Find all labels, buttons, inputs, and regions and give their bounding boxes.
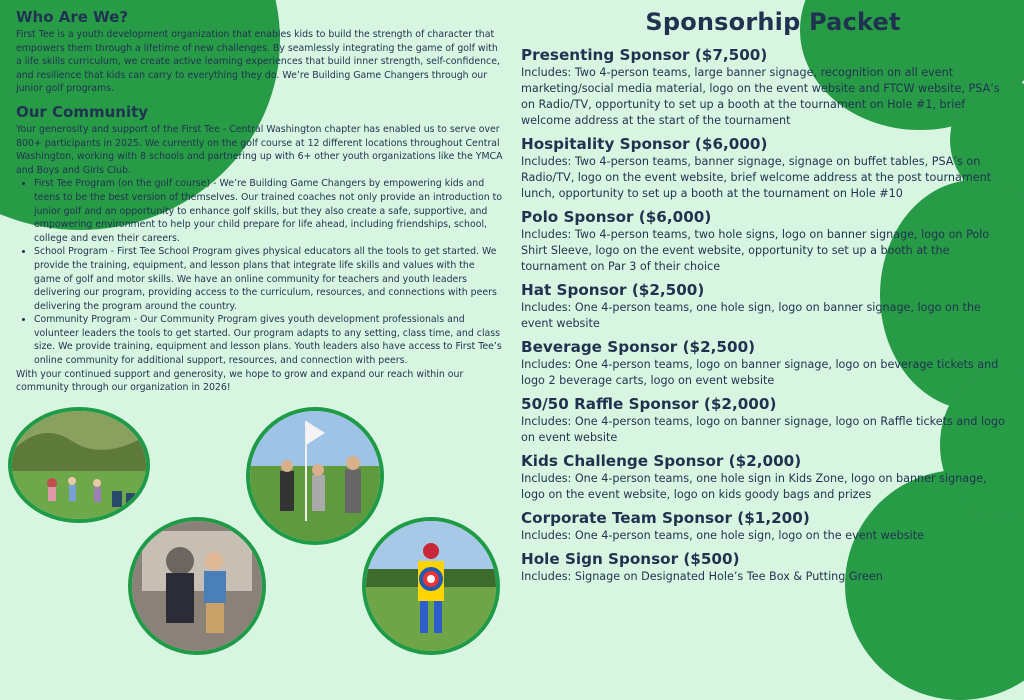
photo-mascot-and-man	[128, 517, 266, 655]
program-item-first-tee: • First Tee Program (on the golf course) - We’re Building Game Changers by empowering kids and teens to be the best version of themselves. Our trained coaches not only provide an introduction to junior golf and an opportunity to enhance golf skills, but they also create a safe, supportive, and empowering environment to help your child prepare for life ahead, including friendships, school, college and even their careers.	[34, 177, 504, 245]
program-item-community: • Community Program - Our Community Program gives youth development professionals and volunteer leaders the tools to get started. Our program adapts to any setting, class time, and class size. We provide training, equipment and lesson plans. Youth leaders also have access to First Tee’s online community for additional support, resources, and connection with peers.	[34, 313, 504, 367]
tier-hat	[521, 281, 1011, 332]
sponsorship-column	[521, 8, 1011, 591]
program-item-school: • School Program - First Tee School Program gives physical educators all the tools to get started. We provide the training, equipment, and lesson plans that integrate life skills and values with the game of golf and motor skills. We have an online community for teachers and youth leaders delivering our program, providing access to the curriculum, resources, and connections with peers delivering the program around the country.	[34, 245, 504, 313]
tier-hospitality	[521, 135, 1011, 202]
who-are-we-heading: Who Are We?	[16, 8, 129, 26]
tier-polo	[521, 208, 1011, 275]
tier-name: Polo Sponsor ($6,000)	[521, 208, 712, 226]
tier-description: Includes: Signage on Designated Hole’s Tee Box & Putting Green	[521, 570, 883, 583]
tier-hole-sign	[521, 550, 1011, 585]
tier-name: Presenting Sponsor ($7,500)	[521, 46, 768, 64]
tier-description: Includes: One 4-person teams, logo on banner signage, logo on beverage tickets and logo 2 beverage carts, logo on event website	[521, 358, 999, 387]
tier-name: Corporate Team Sponsor ($1,200)	[521, 509, 810, 527]
tier-description: Includes: Two 4-person teams, two hole signs, logo on banner signage, logo on Polo Shirt Sleeve, logo on the event website, opportunity to set up a booth at the tournament on Par 3 of their choice	[521, 228, 990, 273]
tier-raffle	[521, 395, 1011, 446]
tier-name: Hospitality Sponsor ($6,000)	[521, 135, 768, 153]
tier-name: 50/50 Raffle Sponsor ($2,000)	[521, 395, 777, 413]
tier-description: Includes: Two 4-person teams, large banner signage, recognition on all event marketing/social media material, logo on the event website and FTCW website, PSA’s on Radio/TV, opportunity to set up a booth at the tournament on Hole #1, brief welcome address at the start of the tournament	[521, 66, 1000, 127]
community-intro: Your generosity and support of the First Tee - Central Washington chapter has enabled us to serve over 800+ participants in 2025. We currently on the golf course at 12 different locations throughout Central Washington, working with 8 schools and partnering up with 6+ other youth organizations like the YMCA and Boys and Girls Club.	[16, 123, 503, 176]
sponsorship-packet-title: Sponsorhip Packet	[645, 8, 901, 36]
tier-description: Includes: One 4-person teams, one hole sign, logo on banner signage, logo on the event website	[521, 301, 981, 330]
our-community-heading: Our Community	[16, 102, 149, 121]
photo-kid-with-target	[362, 517, 500, 655]
tier-description: Includes: One 4-person teams, logo on banner signage, logo on Raffle tickets and logo on event website	[521, 415, 1005, 444]
program-list	[16, 177, 504, 367]
tier-name: Hole Sign Sponsor ($500)	[521, 550, 740, 568]
tier-presenting	[521, 46, 1011, 129]
closing-text: With your continued support and generosity, we hope to grow and expand our reach within our community through our organization in 2026!	[16, 368, 464, 394]
tier-description: Includes: Two 4-person teams, banner signage, signage on buffet tables, PSA’s on Radio/TV, logo on the event website, brief welcome address at the post tournament lunch, opportunity to set up a booth at the tournament on Hole #10	[521, 155, 992, 200]
left-column	[16, 8, 504, 395]
tier-kids-challenge	[521, 452, 1011, 503]
tier-name: Kids Challenge Sponsor ($2,000)	[521, 452, 802, 470]
tier-name: Hat Sponsor ($2,500)	[521, 281, 705, 299]
tier-name: Beverage Sponsor ($2,500)	[521, 338, 756, 356]
tier-description: Includes: One 4-person teams, one hole sign, logo on the event website	[521, 529, 924, 542]
tier-beverage	[521, 338, 1011, 389]
tier-description: Includes: One 4-person teams, one hole sign in Kids Zone, logo on banner signage, logo on the event website, logo on kids goody bags and prizes	[521, 472, 987, 501]
photo-kids-golf-range	[8, 407, 150, 523]
photo-kids-with-flag	[246, 407, 384, 545]
who-are-we-text: First Tee is a youth development organization that enables kids to build the strength of character that empowers them through a lifetime of new challenges. By seamlessly integrating the game of golf with a life skills curriculum, we create active learning experiences that build inner strength, self-confidence, and resilience that kids can carry to everything they do. We’re Building Game Changers through our junior golf programs.	[16, 29, 500, 95]
tier-corporate-team	[521, 509, 1011, 544]
